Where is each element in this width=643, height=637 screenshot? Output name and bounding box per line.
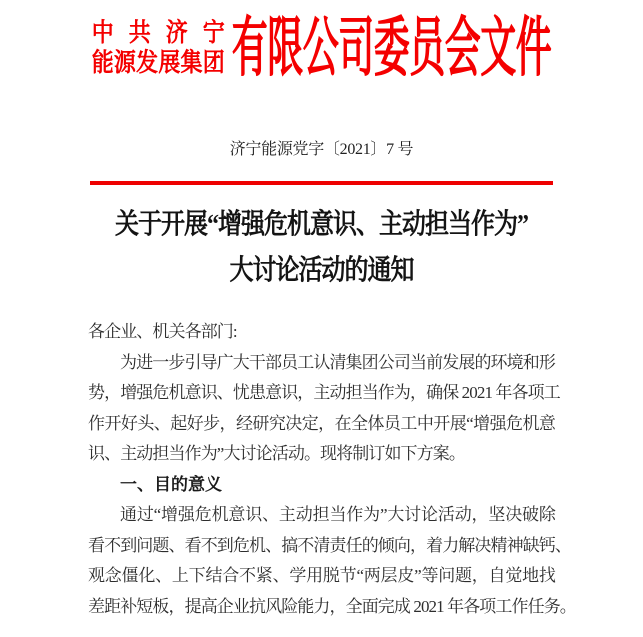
- org-name-line-2: 能源发展集团: [91, 48, 224, 77]
- body-line: 看不到问题、看不到危机、搞不清责任的倾向，着力解决精神缺钙、: [88, 535, 571, 555]
- document-body: [88, 317, 576, 622]
- body-line: 差距补短板，提高企业抗风险能力，全面完成 2021 年各项工作任务。: [88, 596, 576, 616]
- body-line: 通过“增强危机意识、主动担当作为”大讨论活动，坚决破除: [120, 505, 555, 524]
- body-line: 观念僵化、上下结合不紧、学用脱节“两层皮”等问题，自觉地找: [88, 566, 555, 585]
- red-divider: [90, 181, 553, 185]
- notice-title-line-2: 大讨论活动的通知: [229, 256, 414, 286]
- notice-title: [0, 202, 643, 294]
- body-line: 作开好头、起好步，经研究决定，在全体员工中开展“增强危机意: [88, 413, 555, 433]
- document-letterhead: [0, 0, 643, 86]
- section-heading: 一、目的意义: [120, 474, 222, 494]
- salutation-line: 各企业、机关各部门:: [88, 322, 237, 341]
- org-name-line-1: 中共济宁: [91, 18, 224, 47]
- document-number: 济宁能源党字〔2021〕7 号: [229, 141, 414, 158]
- letterhead-title: 有限公司委员会文件: [231, 12, 552, 84]
- body-line: 势，增强危机意识、忧患意识，主动担当作为，确保 2021 年各项工: [88, 383, 560, 402]
- body-line: 为进一步引导广大干部员工认清集团公司当前发展的环境和形: [120, 352, 555, 372]
- body-line: 识、主动担当作为”大讨论活动。现将制订如下方案。: [88, 444, 465, 463]
- org-name-block: [92, 18, 224, 78]
- notice-title-line-1: 关于开展“增强危机意识、主动担当作为”: [115, 210, 528, 240]
